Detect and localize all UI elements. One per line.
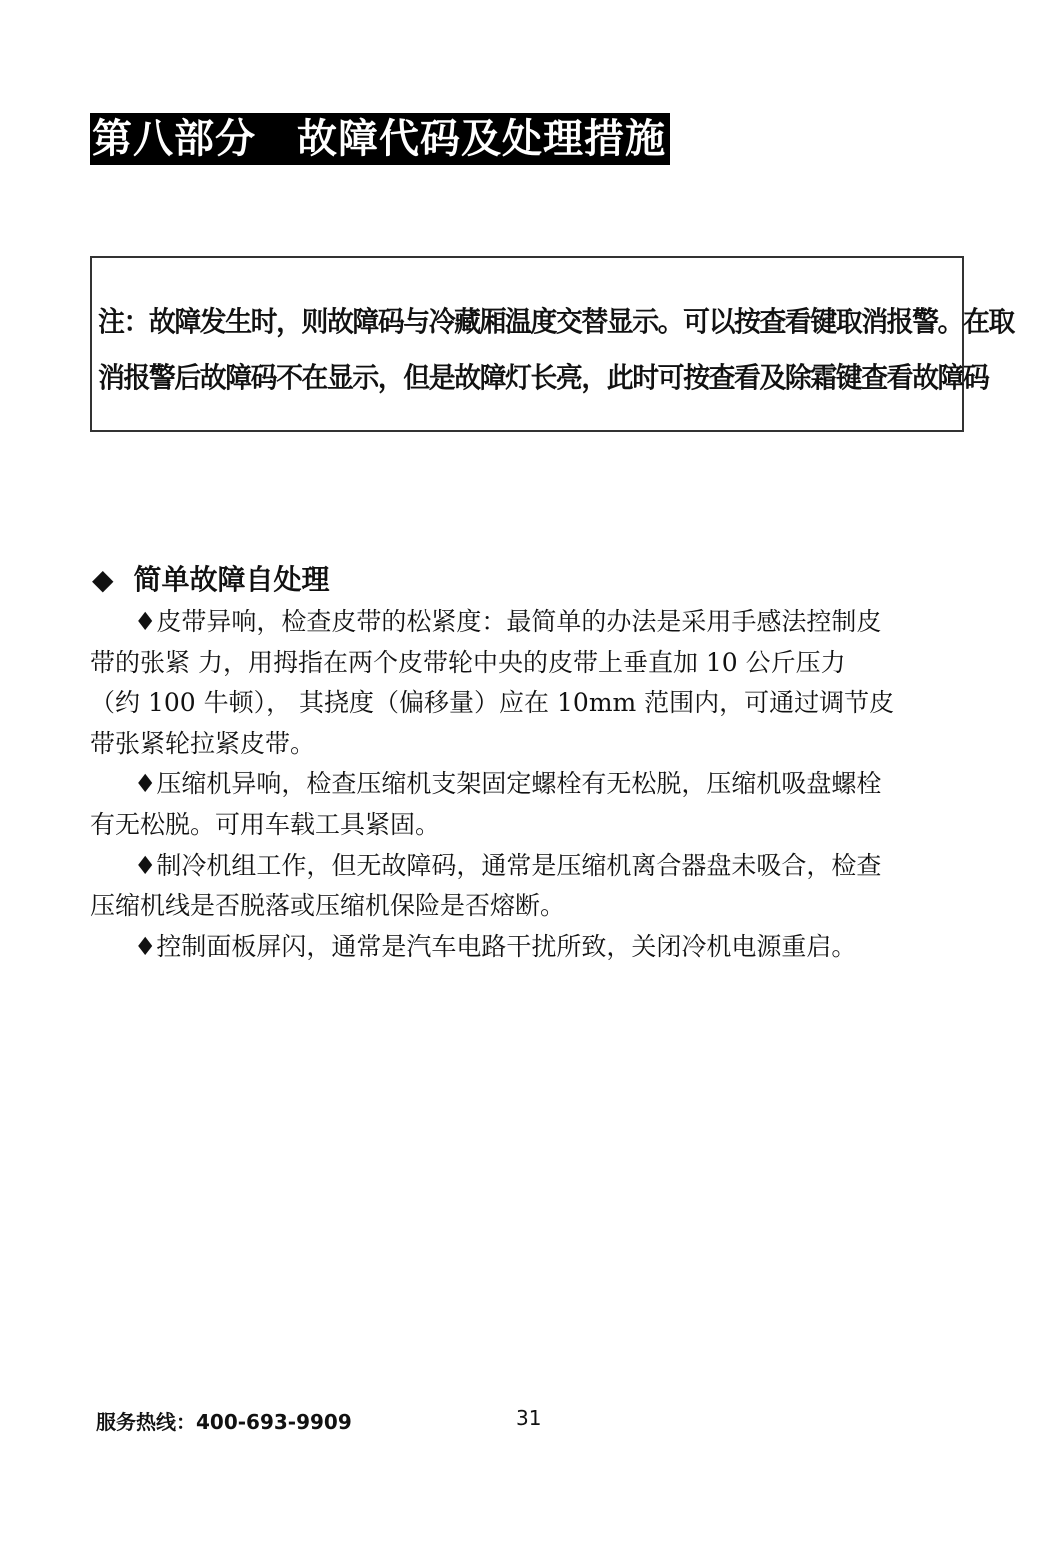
note-line: 注：故障发生时，则故障码与冷藏厢温度交替显示。可以按查看键取消报警。在取 — [98, 305, 1014, 338]
paragraph-line: 带的张紧 力，用拇指在两个皮带轮中央的皮带上垂直加 10 公斤压力 — [90, 647, 846, 677]
paragraph-line: 压缩机线是否脱落或压缩机保险是否熔断。 — [90, 891, 566, 921]
paragraph-line: 带张紧轮拉紧皮带。 — [90, 728, 316, 758]
troubleshooting-list — [90, 602, 970, 967]
no-fault-code-paragraph — [90, 846, 970, 927]
subsection-title: 简单故障自处理 — [133, 563, 330, 596]
compressor-noise-paragraph — [90, 764, 970, 845]
note-line: 消报警后故障码不在显示，但是故障灯长亮，此时可按查看及除霜键查看故障码 — [98, 361, 989, 394]
diamond-bullet-icon: ◆ — [92, 563, 114, 596]
paragraph-line: ♦压缩机异响，检查压缩机支架固定螺栓有无松脱，压缩机吸盘螺栓 — [134, 769, 882, 799]
note-box — [90, 256, 1014, 432]
belt-noise-paragraph — [90, 602, 970, 764]
paragraph-line: ♦控制面板屏闪，通常是汽车电路干扰所致，关闭冷机电源重启。 — [134, 931, 857, 961]
paragraph-line: ♦制冷机组工作，但无故障码，通常是压缩机离合器盘未吸合，检查 — [134, 850, 882, 880]
page-number: 31 — [516, 1406, 542, 1430]
paragraph-line: ♦皮带异响，检查皮带的松紧度：最简单的办法是采用手感法控制皮 — [134, 607, 882, 636]
service-hotline: 服务热线：400-693-9909 — [96, 1410, 352, 1434]
paragraph-line: （约 100 牛顿）， 其挠度（偏移量）应在 10mm 范围内，可通过调节皮 — [90, 688, 895, 718]
panel-flicker-paragraph — [90, 927, 970, 968]
paragraph-line: 有无松脱。可用车载工具紧固。 — [90, 809, 441, 839]
subsection-heading — [92, 560, 330, 600]
section-title: 第八部分 故障代码及处理措施 — [90, 113, 670, 165]
